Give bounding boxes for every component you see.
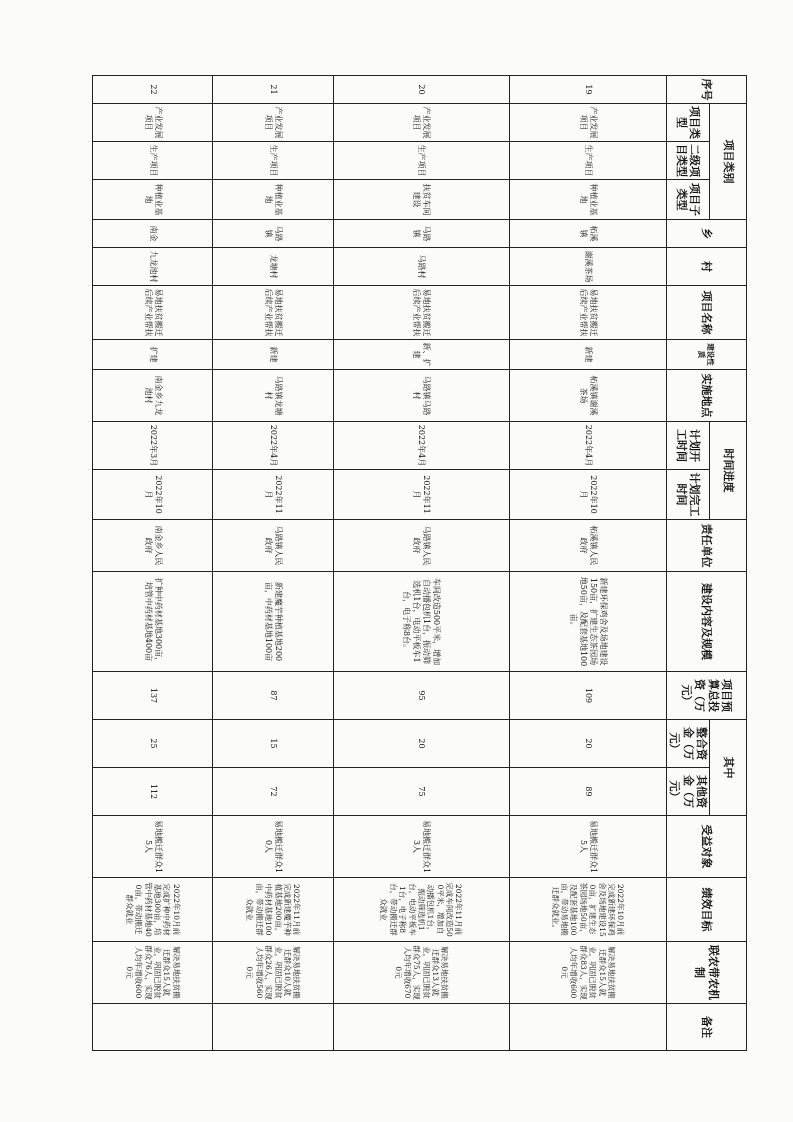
table-row (509, 76, 666, 1051)
col-remarks: 备注 (667, 1004, 747, 1051)
cell-project-type: 产业发展项目 (333, 104, 509, 142)
cell-integrated-funds: 20 (509, 720, 666, 768)
cell-remarks (213, 1004, 333, 1051)
cell-other-funds: 72 (213, 768, 333, 816)
cell-performance: 2022年11月前完成车间改造500平米，增加自动播包机1台，振动筛选机1台，电动平板车1台，电子称8台，带动搬迁群众就业 (333, 878, 509, 942)
col-project-category: 项目类别 (710, 104, 747, 220)
col-responsible: 责任单位 (667, 520, 747, 572)
cell-plan-start: 2022年4月 (509, 422, 666, 470)
rotated-table-container (92, 75, 747, 1050)
cell-budget: 109 (509, 672, 666, 720)
cell-project-name: 易地扶贫搬迁后续产业帮扶 (333, 286, 509, 340)
col-village: 村 (667, 248, 747, 286)
cell-township: 柘溪镇 (509, 220, 666, 248)
cell-plan-end: 2022年10月 (509, 470, 666, 520)
cell-village: 谢溪茶场 (509, 248, 666, 286)
cell-budget: 95 (333, 672, 509, 720)
cell-beneficiaries: 易地搬迁群众10人 (213, 816, 333, 878)
col-project-type: 项目类型 (667, 104, 710, 142)
cell-plan-start: 2022年4月 (213, 422, 333, 470)
cell-mechanism: 解决易地扶贫搬迁群众10人就业，巩固已脱贫群众26人，实现人均年增收5600元 (213, 942, 333, 1004)
col-sub-type: 项目子类型 (667, 180, 710, 220)
cell-project-type: 产业发展项目 (509, 104, 666, 142)
cell-plan-start: 2022年4月 (333, 422, 509, 470)
col-beneficiaries: 受益对象 (667, 816, 747, 878)
cell-integrated-funds: 20 (333, 720, 509, 768)
cell-village: 九龙池村 (93, 248, 213, 286)
cell-remarks (93, 1004, 213, 1051)
cell-plan-end: 2022年11月 (333, 470, 509, 520)
cell-nature: 扩建 (93, 340, 213, 370)
cell-beneficiaries: 易地搬迁群众15人 (509, 816, 666, 878)
table-row (93, 76, 213, 1051)
col-township: 乡 (667, 220, 747, 248)
cell-seq: 21 (213, 76, 333, 104)
col-plan-start: 计划开工时间 (667, 422, 710, 470)
project-table (92, 75, 747, 1051)
cell-sub-type: 种植业基地 (93, 180, 213, 220)
cell-integrated-funds: 15 (213, 720, 333, 768)
cell-budget: 87 (213, 672, 333, 720)
cell-mechanism: 解决易地扶贫搬迁群众15人就业，巩固已脱贫群众76人，实现人均年增收6000元 (93, 942, 213, 1004)
cell-township: 南金 (93, 220, 213, 248)
cell-plan-end: 2022年10月 (93, 470, 213, 520)
cell-content: 新建环保鸡舍及场地建设150亩，扩建生态茶园场地50亩，及配套基地100亩。 (509, 572, 666, 672)
cell-responsible: 柘溪镇人民政府 (509, 520, 666, 572)
cell-sub-type: 扶贫车间建设 (333, 180, 509, 220)
cell-nature: 新建 (509, 340, 666, 370)
cell-remarks (509, 1004, 666, 1051)
col-location: 实施地点 (667, 370, 747, 422)
cell-plan-start: 2022年3月 (93, 422, 213, 470)
cell-secondary-type: 生产项目 (213, 142, 333, 180)
col-secondary-type: 二级项目类型 (667, 142, 710, 180)
cell-budget: 137 (93, 672, 213, 720)
cell-sub-type: 种植业基地 (509, 180, 666, 220)
cell-secondary-type: 生产项目 (509, 142, 666, 180)
cell-performance: 2022年10月前完成新建环保鸡舍及场地建设150亩，扩建生态茶园场地50亩，及配套基地100亩，带动易地搬迁群众就业。 (509, 878, 666, 942)
cell-village: 龙塘村 (213, 248, 333, 286)
cell-other-funds: 89 (509, 768, 666, 816)
cell-seq: 20 (333, 76, 509, 104)
cell-seq: 19 (509, 76, 666, 104)
col-mechanism: 联农带农机制 (667, 942, 747, 1004)
col-integrated-funds: 整合资金（万元） (667, 720, 710, 768)
col-nature: 建设性质 (667, 340, 747, 370)
cell-project-name: 易地扶贫搬迁后续产业帮扶 (93, 286, 213, 340)
col-content: 建设内容及规模 (667, 572, 747, 672)
cell-project-name: 易地扶贫搬迁后续产业帮扶 (213, 286, 333, 340)
col-plan-end: 计划完工时间 (667, 470, 710, 520)
cell-secondary-type: 生产项目 (333, 142, 509, 180)
cell-nature: 新、扩建 (333, 340, 509, 370)
cell-integrated-funds: 25 (93, 720, 213, 768)
cell-secondary-type: 生产项目 (93, 142, 213, 180)
table-row (333, 76, 509, 1051)
cell-performance: 2022年11月前完成新建魔芋种植基地200亩，中药材基地100亩，带动搬迁群众就业 (213, 878, 333, 942)
col-performance: 绩效目标 (667, 878, 747, 942)
col-schedule: 时间进度 (710, 422, 747, 520)
cell-township: 马路镇 (333, 220, 509, 248)
col-of-which: 其中 (710, 720, 747, 816)
cell-content: 车间改造500平米，增加自动播包机1台，振动筛选机1台，电动平板车1台，电子称8台。 (333, 572, 509, 672)
cell-other-funds: 112 (93, 768, 213, 816)
col-seq: 序号 (667, 76, 747, 104)
col-other-funds: 其他资金（万元） (667, 768, 710, 816)
cell-performance: 2022年10月前完成扩种中药材基地300亩，培管中药材基地400亩，带动搬迁群众就业 (93, 878, 213, 942)
cell-plan-end: 2022年11月 (213, 470, 333, 520)
cell-village: 马路村 (333, 248, 509, 286)
cell-location: 马路镇马路村 (333, 370, 509, 422)
col-project-name: 项目名称 (667, 286, 747, 340)
cell-seq: 22 (93, 76, 213, 104)
cell-responsible: 马路镇人民政府 (213, 520, 333, 572)
cell-responsible: 马路镇人民政府 (333, 520, 509, 572)
cell-responsible: 南金乡人民政府 (93, 520, 213, 572)
cell-location: 马路镇龙塘村 (213, 370, 333, 422)
cell-township: 马路镇 (213, 220, 333, 248)
cell-remarks (333, 1004, 509, 1051)
cell-sub-type: 种植业基地 (213, 180, 333, 220)
cell-mechanism: 解决易地扶贫搬迁群众15人就业，巩固已脱贫群众83人，实现人均年增收6000元 (509, 942, 666, 1004)
cell-project-type: 产业发展项目 (93, 104, 213, 142)
cell-project-name: 易地扶贫搬迁后续产业帮扶 (509, 286, 666, 340)
cell-beneficiaries: 易地搬迁群众15人 (93, 816, 213, 878)
cell-content: 新建魔芋种植基地200亩，中药材基地100亩 (213, 572, 333, 672)
cell-project-type: 产业发展项目 (213, 104, 333, 142)
cell-mechanism: 解决易地扶贫搬迁群众13人就业，巩固已脱贫群众75人，实现人均年增收6700元 (333, 942, 509, 1004)
cell-location: 南金乡九龙池村 (93, 370, 213, 422)
col-budget: 项目预算总投资（万元） (667, 672, 747, 720)
header-row-1 (710, 76, 747, 1051)
cell-content: 扩种中药材基地300亩，培管中药材基地400亩 (93, 572, 213, 672)
cell-location: 柘溪镇谢溪茶场 (509, 370, 666, 422)
cell-other-funds: 75 (333, 768, 509, 816)
cell-beneficiaries: 易地搬迁群众13人 (333, 816, 509, 878)
table-row (213, 76, 333, 1051)
cell-nature: 新建 (213, 340, 333, 370)
